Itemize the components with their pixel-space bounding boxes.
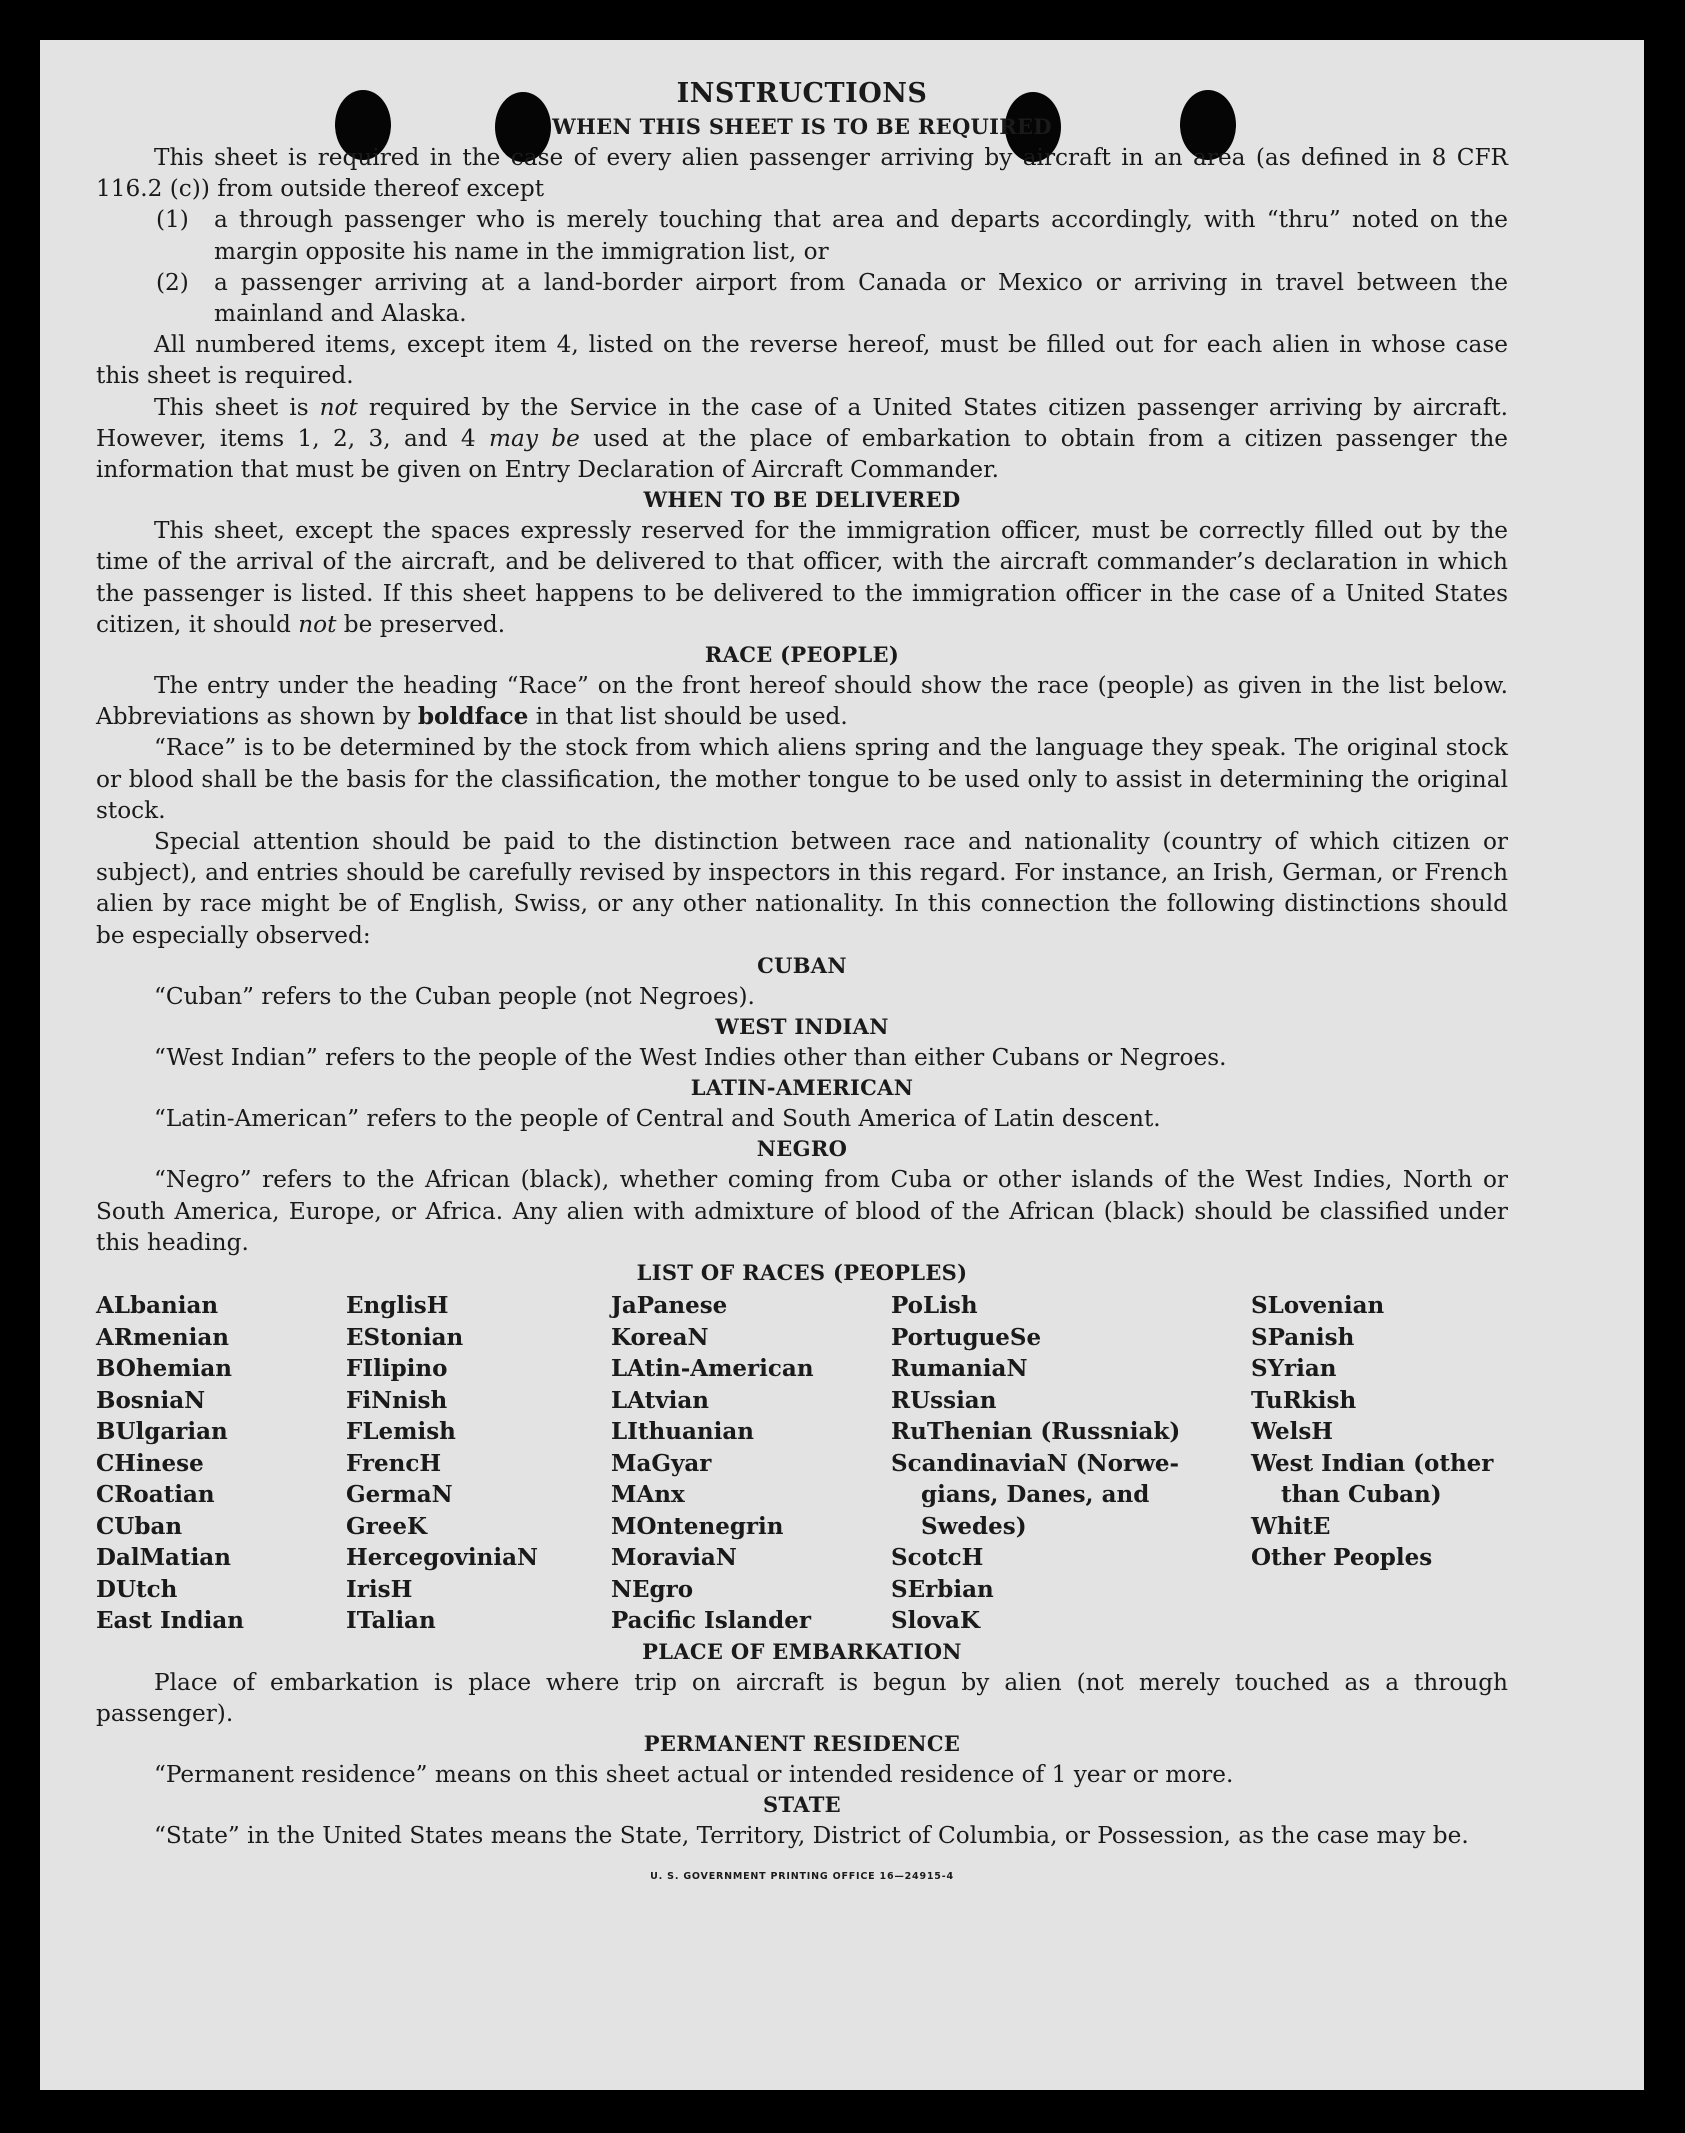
race-entry: FLemish — [346, 1418, 456, 1446]
race-entry: SLovenian — [1251, 1292, 1385, 1320]
race-entry: than Cuban) — [1281, 1481, 1442, 1509]
race-entry: TuRkish — [1251, 1386, 1357, 1414]
race-entry: LAtvian — [611, 1386, 709, 1414]
residence-text: “Permanent residence” means on this sheet actual or intended residence of 1 year or more. — [154, 1761, 1234, 1788]
instructions-body — [96, 76, 1508, 1893]
race-para-2: “Race” is to be determined by the stock from which aliens spring and the language they speak. The original stock or blood shall be the basis for the classification, the mother tongue to be used only to assist in determining the original stock. — [96, 734, 1508, 824]
section-heading-required: WHEN THIS SHEET IS TO BE REQUIRED — [552, 114, 1052, 139]
race-entry: DUtch — [96, 1575, 178, 1603]
negro-text: “Negro” refers to the African (black), whether coming from Cuba or other islands of the West Indies, North or South America, Europe, or Africa. Any alien with admixture of blood of the African (black) should be classified under this heading. — [96, 1166, 1508, 1256]
race-entry: FiNnish — [346, 1386, 448, 1414]
race-entry: CRoatian — [96, 1481, 215, 1509]
race-entry: MaGyar — [611, 1449, 712, 1477]
section-heading-delivered: WHEN TO BE DELIVERED — [643, 487, 961, 513]
race-entry: Pacific Islander — [611, 1607, 811, 1635]
races-list — [96, 1290, 1508, 1637]
race-entry: East Indian — [96, 1607, 244, 1635]
section-heading-embarkation: PLACE OF EMBARKATION — [642, 1638, 962, 1664]
race-entry: EStonian — [346, 1323, 464, 1351]
race-entry: SPanish — [1251, 1323, 1355, 1351]
races-column — [1251, 1290, 1508, 1637]
races-column — [611, 1290, 891, 1637]
exception-number: (2) — [156, 268, 189, 296]
race-entry: EnglisH — [346, 1292, 449, 1320]
exception-text: a through passenger who is merely touching that area and departs accordingly, with “thru” noted on the margin opposite his name in the immigration list, or — [214, 206, 1508, 265]
race-entry: RUssian — [891, 1386, 997, 1414]
section-heading-residence: PERMANENT RESIDENCE — [643, 1731, 961, 1756]
race-entry: CUban — [96, 1512, 183, 1540]
section-heading-race: RACE (PEOPLE) — [704, 642, 900, 668]
race-entry: FrencH — [346, 1449, 442, 1477]
section-heading-cuban: CUBAN — [757, 952, 847, 978]
race-entry: ARmenian — [96, 1323, 230, 1351]
race-entry: HercegoviniaN — [346, 1544, 539, 1572]
race-entry: RumaniaN — [891, 1355, 1028, 1383]
latin-american-text: “Latin-American” refers to the people of Central and South America of Latin descent. — [154, 1105, 1161, 1133]
race-entry: NEgro — [611, 1575, 694, 1603]
race-entry: gians, Danes, and — [921, 1481, 1150, 1509]
printing-office-footer: U. S. GOVERNMENT PRINTING OFFICE 16—24915-4 — [650, 1871, 954, 1883]
race-entry: JaPanese — [611, 1292, 728, 1320]
race-entry: BUlgarian — [96, 1418, 228, 1446]
race-entry: SYrian — [1251, 1355, 1337, 1383]
required-para-2: All numbered items, except item 4, listed on the reverse hereof, must be filled out for each alien in whose case this sheet is required. — [96, 331, 1508, 390]
race-entry: LIthuanian — [611, 1418, 754, 1446]
exception-item — [96, 204, 1508, 266]
race-entry: MoraviaN — [611, 1544, 737, 1572]
race-entry: MAnx — [611, 1481, 685, 1509]
exception-number: (1) — [156, 206, 189, 234]
race-entry: FIlipino — [346, 1355, 448, 1383]
section-heading-list-of-races: LIST OF RACES (PEOPLES) — [636, 1260, 968, 1286]
section-heading-latin-american: LATIN-AMERICAN — [690, 1075, 914, 1101]
delivered-text: This sheet, except the spaces expressly reserved for the immigration officer, must be correctly filled out by the time of the arrival of the aircraft, and be delivered to that officer, with the aircraft commander’s declaration in which the passenger is listed. If this sheet happens to be delivered to the immigration officer in the case of a United States citizen, it should not be preserved. — [96, 517, 1508, 638]
section-heading-west-indian: WEST INDIAN — [715, 1014, 889, 1040]
race-para-1: The entry under the heading “Race” on the front hereof should show the race (people) as given in the list below. Abbreviations as shown by boldface in that list should be used. — [96, 672, 1508, 731]
race-para-3: Special attention should be paid to the distinction between race and nationality (country of which citizen or subject), and entries should be carefully revised by inspectors in this regard. For instance, an Irish, German, or French alien by race might be of English, Swiss, or any other nationality. In this connection the following distinctions should be especially observed: — [96, 828, 1508, 949]
race-entry: SlovaK — [891, 1607, 980, 1635]
required-intro: This sheet is required in the case of every alien passenger arriving by aircraft in an area (as defined in 8 CFR 116.2 (c)) from outside thereof except — [96, 144, 1508, 203]
race-entry: Swedes) — [921, 1512, 1027, 1540]
race-entry: Other Peoples — [1251, 1544, 1433, 1572]
race-entry: BOhemian — [96, 1355, 232, 1383]
race-entry: ITalian — [346, 1607, 436, 1635]
race-entry: DalMatian — [96, 1544, 231, 1572]
state-text: “State” in the United States means the State, Territory, District of Columbia, or Possession, as the case may be. — [154, 1822, 1469, 1850]
race-entry: ScandinaviaN (Norwe- — [891, 1449, 1180, 1477]
race-entry: GermaN — [346, 1481, 453, 1509]
race-entry: KoreaN — [611, 1323, 709, 1351]
race-entry: West Indian (other — [1251, 1449, 1494, 1477]
races-column — [96, 1290, 346, 1637]
races-column — [891, 1290, 1251, 1637]
race-entry: PortugueSe — [891, 1323, 1042, 1351]
race-entry: IrisH — [346, 1575, 413, 1603]
race-entry: ScotcH — [891, 1544, 984, 1572]
exception-text: a passenger arriving at a land-border airport from Canada or Mexico or arriving in travel between the mainland and Alaska. — [214, 268, 1508, 328]
cuban-text: “Cuban” refers to the Cuban people (not Negroes). — [154, 982, 755, 1010]
section-heading-state: STATE — [763, 1792, 841, 1818]
west-indian-text: “West Indian” refers to the people of the West Indies other than either Cubans or Negroes. — [154, 1044, 1227, 1072]
race-entry: BosniaN — [96, 1386, 206, 1414]
races-column — [346, 1290, 611, 1637]
race-entry: RuThenian (Russniak) — [891, 1418, 1181, 1446]
race-entry: ALbanian — [96, 1292, 219, 1320]
section-heading-negro: NEGRO — [756, 1136, 848, 1162]
required-para-3: This sheet is not required by the Service in the case of a United States citizen passenger arriving by aircraft. However, items 1, 2, 3, and 4 may be used at the place of embarkation to obtain from a citizen passenger the information that must be given on Entry Declaration of Aircraft Commander. — [96, 393, 1508, 484]
race-entry: WelsH — [1251, 1418, 1334, 1446]
race-entry: LAtin-American — [611, 1355, 814, 1383]
race-entry: MOntenegrin — [611, 1512, 784, 1540]
race-entry: PoLish — [891, 1292, 978, 1320]
race-entry: WhitE — [1251, 1512, 1331, 1540]
race-entry: GreeK — [346, 1512, 428, 1540]
page-title: INSTRUCTIONS — [676, 78, 928, 109]
race-entry: SErbian — [891, 1575, 994, 1603]
race-entry: CHinese — [96, 1449, 204, 1477]
exception-item — [96, 267, 1508, 329]
embarkation-text: Place of embarkation is place where trip on aircraft is begun by alien (not merely touched as a through passenger). — [96, 1668, 1508, 1727]
